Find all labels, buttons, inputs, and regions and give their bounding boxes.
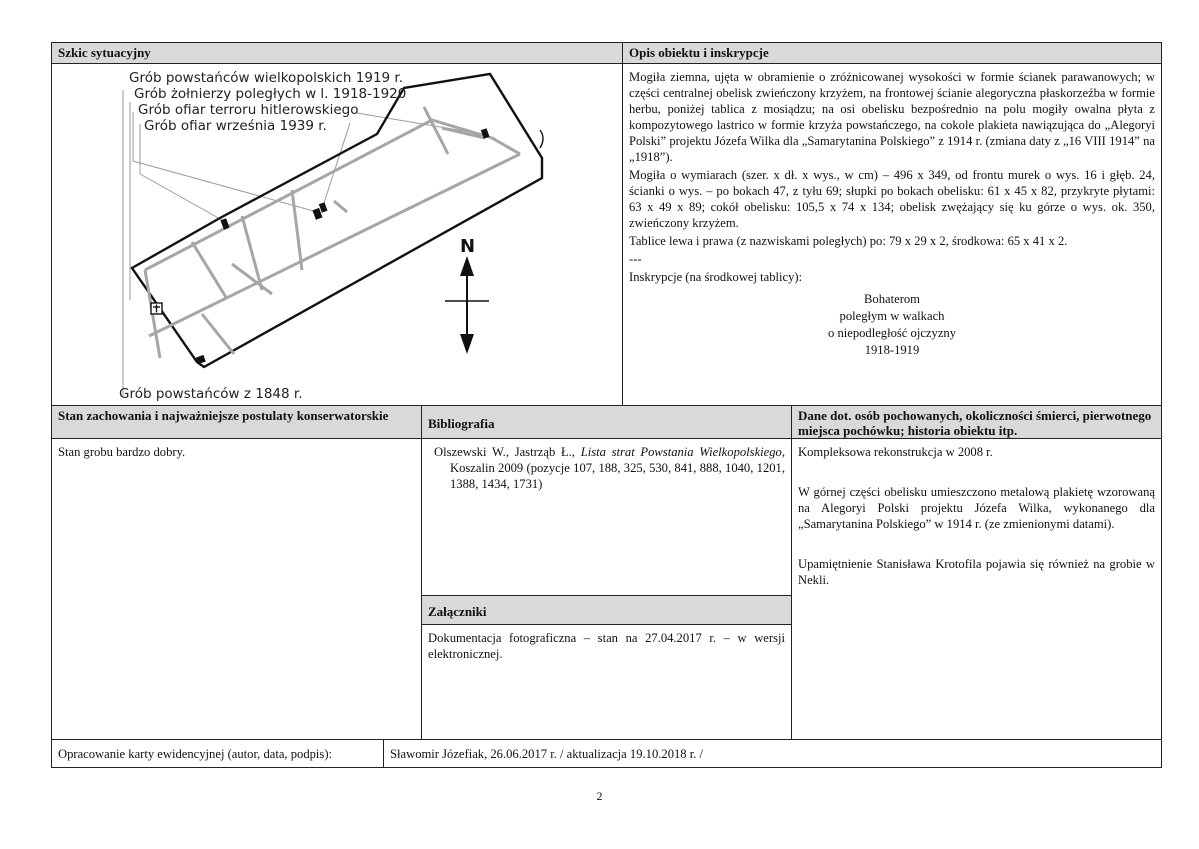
sketch-panel xyxy=(51,63,623,406)
page-number: 2 xyxy=(596,789,603,803)
condition-body xyxy=(51,438,422,740)
inscription-block xyxy=(629,291,1155,359)
attachments-body xyxy=(421,624,792,740)
attachments-header: Załączniki xyxy=(421,595,792,625)
footer-value: Sławomir Józefiak, 26.06.2017 r. / aktualizacja 19.10.2018 r. / xyxy=(383,739,1162,768)
description-paragraph: Mogiła ziemna, ujęta w obramienie o zróżnicowanej wysokości w formie ścianek parawanowych; w części centralnej obelisk zwieńczony krzyżem, na frontowej ścianie alegoryczna płaskorzeźba w formie herbu, poniżej tablica z mosiądzu; na osi obelisku bezpośrednio na polu mogiły owalna płyta z kompozytowego lastrico w formie krzyża powstańczego, na cokole plakieta nawiązująca do „Alegoryi Polski” projektu Józefa Wilka dla „Samarytanina Polskiego” z 1914 r. (zmiana daty z „16 VIII 1914” na „1918”). xyxy=(629,70,1155,164)
description-paragraph: Tablice lewa i prawa (z nazwiskami poległych) po: 79 x 29 x 2, środkowa: 65 x 41 x 2. xyxy=(629,234,1068,248)
persons-header: Dane dot. osób pochowanych, okoliczności śmierci, pierwotnego miejsca pochówku; historia obiektu itp. xyxy=(791,405,1162,439)
footer-label: Opracowanie karty ewidencyjnej (autor, data, podpis): xyxy=(51,739,384,768)
condition-text: Stan grobu bardzo dobry. xyxy=(58,445,186,459)
persons-paragraph: Upamiętnienie Stanisława Krotofila pojawia się również na grobie w Nekli. xyxy=(798,557,1155,587)
persons-body xyxy=(791,438,1162,740)
bibliography-body xyxy=(421,438,792,596)
attachments-text: Dokumentacja fotograficzna – stan na 27.04.2017 r. – w wersji elektronicznej. xyxy=(428,631,785,661)
description-header: Opis obiektu i inskrypcje xyxy=(622,42,1162,64)
label-grave-1848: Grób powstańców z 1848 r. xyxy=(119,386,303,402)
inscription-line: 1918-1919 xyxy=(864,343,920,357)
description-paragraph: Inskrypcje (na środkowej tablicy): xyxy=(629,270,803,284)
label-grave-1919: Grób powstańców wielkopolskich 1919 r. xyxy=(129,70,404,86)
description-body xyxy=(622,63,1162,406)
bibliography-title: Lista strat Powstania Wielkopolskiego xyxy=(580,445,782,459)
bibliography-author: Olszewski W., Jastrząb Ł., xyxy=(434,445,575,459)
bibliography-details: , Koszalin 2009 (pozycje 107, 188, 325, 530, 841, 888, 1040, 1201, 1388, 1434, 1731) xyxy=(450,445,785,491)
persons-paragraph: W górnej części obelisku umieszczono metalową plakietę wzorowaną na Alegoryi Polski projektu Józefa Wilka, wykonanego dla „Samarytanina Polskiego” w 1914 r. (ze zmienionymi datami). xyxy=(798,485,1155,531)
sketch-header: Szkic sytuacyjny xyxy=(51,42,623,64)
inscription-line: o niepodległość ojczyzny xyxy=(828,326,956,340)
description-paragraph: Mogiła o wymiarach (szer. x dł. x wys., w cm) – 496 x 349, od frontu murek o wys. 16 i głęb. 24, ścianki o wys. – po bokach 47, z tyłu 69; słupki po bokach obelisku: 61 x 45 x 82, przykryte płytami: 63 x 49 x 89; cokół obelisku: 105,5 x 74 x 134; obelisk zwężający się ku górze o wys. ok. 350, zwieńczony krzyżem. xyxy=(629,168,1155,230)
persons-paragraph: Kompleksowa rekonstrukcja w 2008 r. xyxy=(798,445,993,459)
north-arrow-icon xyxy=(445,256,489,354)
label-grave-1918-1920: Grób żołnierzy poległych w l. 1918-1920 xyxy=(134,86,407,102)
label-grave-1939: Grób ofiar września 1939 r. xyxy=(144,118,327,134)
bibliography-entry xyxy=(428,444,785,492)
label-grave-terror: Grób ofiar terroru hitlerowskiego xyxy=(138,102,359,118)
condition-header: Stan zachowania i najważniejsze postulaty konserwatorskie xyxy=(51,405,422,439)
bibliography-header: Bibliografia xyxy=(421,405,792,439)
description-paragraph: --- xyxy=(629,252,642,266)
north-label: N xyxy=(460,236,476,257)
inscription-line: poległym w walkach xyxy=(839,309,945,323)
inscription-line: Bohaterom xyxy=(864,292,920,306)
site-sketch-map xyxy=(52,64,622,405)
